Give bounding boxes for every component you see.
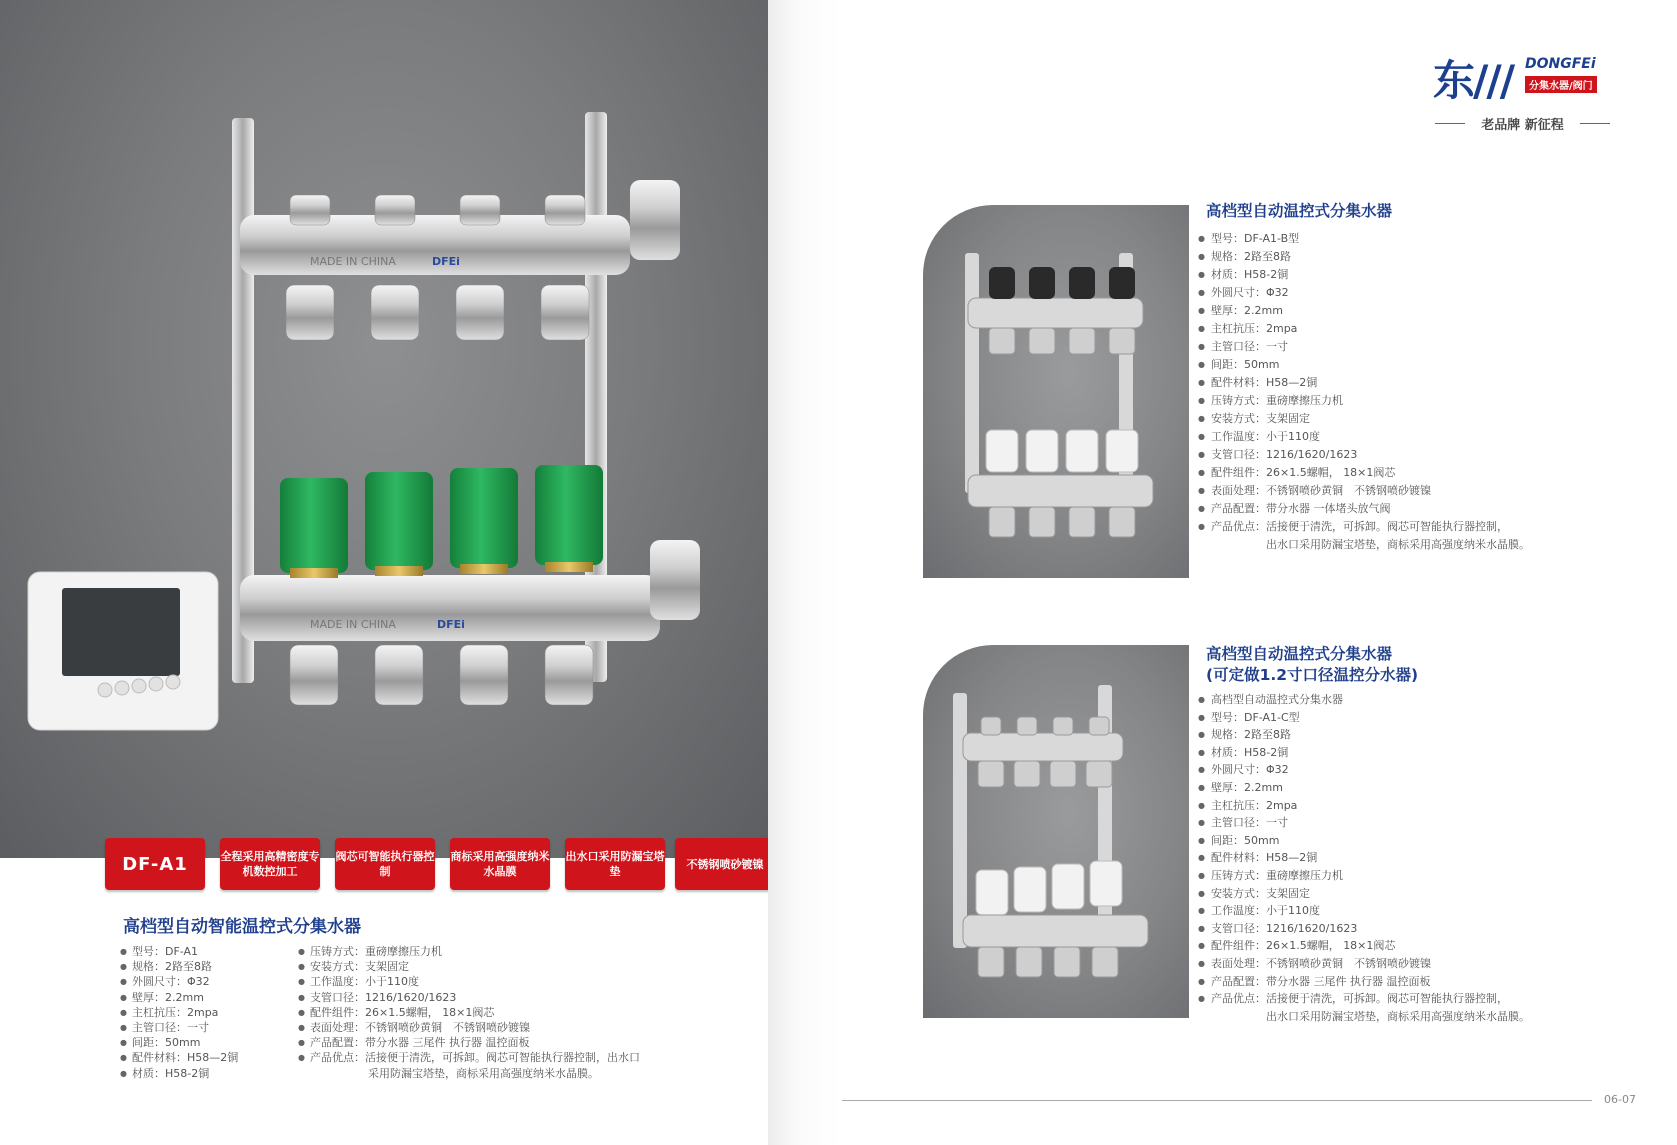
spec-item: ● 产品配置：带分水器 三尾件 执行器 温控面板 <box>298 1035 640 1050</box>
spec-item: ● 压铸方式：重磅摩擦压力机 <box>298 944 640 959</box>
spec-item: ● 规格：2路至8路 <box>1198 248 1530 266</box>
spec-item: ● 配件材料：H58—2铜 <box>1198 849 1530 867</box>
spec-item: ● 型号：DF-A1 <box>120 944 238 959</box>
spec-list-left-col1 <box>120 944 238 1081</box>
engraving-bottom: MADE IN CHINA <box>310 618 396 631</box>
spec-item: ● 主管口径：一寸 <box>1198 338 1530 356</box>
product2-spec-list <box>1198 691 1530 1025</box>
spec-list-left-col2 <box>298 944 640 1081</box>
spec-item: ● 间距：50mm <box>120 1035 238 1050</box>
spec-item: ● 高档型自动温控式分集水器 <box>1198 691 1530 709</box>
spec-item: ● 壁厚：2.2mm <box>1198 302 1530 320</box>
spec-item: ● 主杠抗压：2mpa <box>1198 320 1530 338</box>
product2-illustration <box>923 645 1189 1018</box>
spec-item: ● 工作温度：小于110度 <box>1198 902 1530 920</box>
logo-cn: 东/// <box>1433 56 1514 105</box>
spec-item-continuation: 采用防漏宝塔垫，商标采用高强度纳米水晶膜。 <box>368 1066 599 1080</box>
spec-item: ● 主管口径：一寸 <box>1198 814 1530 832</box>
spec-item: ● 压铸方式：重磅摩擦压力机 <box>1198 867 1530 885</box>
spec-item: ● 安装方式：支架固定 <box>1198 885 1530 903</box>
spec-item: ● 材质：H58-2铜 <box>1198 266 1530 284</box>
spec-item: ● 壁厚：2.2mm <box>1198 779 1530 797</box>
badge-leakproof: 出水口采用防漏宝塔垫 <box>565 838 665 890</box>
product2-photo <box>923 645 1189 1018</box>
spec-item: ● 主杠抗压：2mpa <box>120 1005 238 1020</box>
spec-item: ● 外圆尺寸：Φ32 <box>1198 284 1530 302</box>
spec-item: ● 外圆尺寸：Φ32 <box>1198 761 1530 779</box>
spec-item: ● 材质：H58-2铜 <box>1198 744 1530 762</box>
actuators <box>280 465 603 578</box>
logo-en: DONGFEi <box>1525 56 1596 72</box>
main-product-photo <box>0 0 768 858</box>
slogan: 老品牌 新征程 <box>1435 114 1610 133</box>
brand-mark-top: DFEi <box>432 255 460 268</box>
spec-item: ● 壁厚：2.2mm <box>120 990 238 1005</box>
feature-badges <box>95 838 775 898</box>
product2-title-line2: (可定做1.2寸口径温控分水器) <box>1206 666 1419 684</box>
spec-item: ● 配件材料：H58—2铜 <box>1198 374 1530 392</box>
spec-item-continuation: 出水口采用防漏宝塔垫，商标采用高强度纳米水晶膜。 <box>1266 538 1530 551</box>
spec-item: ● 产品配置：带分水器 一体堵头放气阀 <box>1198 500 1530 518</box>
spec-item: ● 产品优点：活接便于清洗，可拆卸。阀芯可智能执行器控制， <box>1198 990 1530 1008</box>
spec-item: ● 主杠抗压：2mpa <box>1198 797 1530 815</box>
spec-item: ● 表面处理：不锈钢喷砂黄铜 不锈钢喷砂镀镍 <box>1198 482 1530 500</box>
badge-model: DF-A1 <box>105 838 205 890</box>
spec-item: ● 产品配置：带分水器 三尾件 执行器 温控面板 <box>1198 973 1530 991</box>
spec-item: ● 压铸方式：重磅摩擦压力机 <box>1198 392 1530 410</box>
spec-item: ● 表面处理：不锈钢喷砂黄铜 不锈钢喷砂镀镍 <box>298 1020 640 1035</box>
spec-item: ● 配件组件：26×1.5螺帽， 18×1阀芯 <box>1198 937 1530 955</box>
product2-title <box>1206 644 1418 686</box>
spec-item: ● 间距：50mm <box>1198 832 1530 850</box>
engraving-top: MADE IN CHINA <box>310 255 396 268</box>
product1-photo <box>923 205 1189 578</box>
footer-rule <box>842 1100 1592 1101</box>
spec-item: ● 主管口径：一寸 <box>120 1020 238 1035</box>
brand-logo <box>1433 48 1613 108</box>
spec-item: ● 规格：2路至8路 <box>1198 726 1530 744</box>
spec-item: ● 表面处理：不锈钢喷砂黄铜 不锈钢喷砂镀镍 <box>1198 955 1530 973</box>
badge-cnc: 全程采用高精密度专机数控加工 <box>220 838 320 890</box>
spec-item: ● 安装方式：支架固定 <box>1198 410 1530 428</box>
product-title-left: 高档型自动智能温控式分集水器 <box>123 917 361 937</box>
logo-sub: 分集水器/阀门 <box>1525 76 1597 93</box>
spec-item: ● 型号：DF-A1-C型 <box>1198 709 1530 727</box>
left-page <box>0 0 768 1145</box>
spec-item: ● 安装方式：支架固定 <box>298 959 640 974</box>
spec-item: ● 产品优点：活接便于清洗，可拆卸。阀芯可智能执行器控制，出水口 <box>298 1050 640 1065</box>
spec-item: ● 工作温度：小于110度 <box>1198 428 1530 446</box>
spec-item: ● 型号：DF-A1-B型 <box>1198 230 1530 248</box>
brand-mark-bottom: DFEi <box>437 618 465 631</box>
product1-title: 高档型自动温控式分集水器 <box>1206 202 1393 220</box>
spec-item: ● 工作温度：小于110度 <box>298 974 640 989</box>
spec-item: ● 配件组件：26×1.5螺帽， 18×1阀芯 <box>298 1005 640 1020</box>
badge-actuator: 阀芯可智能执行器控制 <box>335 838 435 890</box>
product1-spec-list <box>1198 230 1530 554</box>
spec-item: ● 产品优点：活接便于清洗，可拆卸。阀芯可智能执行器控制， <box>1198 518 1530 536</box>
spec-item: ● 材质：H58-2铜 <box>120 1066 238 1081</box>
spec-item: ● 规格：2路至8路 <box>120 959 238 974</box>
badge-nickel: 不锈钢喷砂镀镍 <box>675 838 775 890</box>
page-gutter <box>768 0 840 1145</box>
product1-illustration <box>923 205 1189 578</box>
spec-item: ● 配件组件：26×1.5螺帽， 18×1阀芯 <box>1198 464 1530 482</box>
spec-item: ● 间距：50mm <box>1198 356 1530 374</box>
page-number: 06-07 <box>1604 1093 1636 1106</box>
spec-item: ● 外圆尺寸：Φ32 <box>120 974 238 989</box>
badge-nano-label: 商标采用高强度纳米水晶膜 <box>450 838 550 890</box>
manifold-illustration <box>0 0 768 858</box>
spec-item: ● 支管口径：1216/1620/1623 <box>1198 920 1530 938</box>
thermostat-panel <box>28 572 218 730</box>
spec-item: ● 支管口径：1216/1620/1623 <box>298 990 640 1005</box>
spec-item-continuation: 出水口采用防漏宝塔垫，商标采用高强度纳米水晶膜。 <box>1266 1009 1530 1023</box>
product2-title-line1: 高档型自动温控式分集水器 <box>1206 645 1393 663</box>
spec-item: ● 配件材料：H58—2铜 <box>120 1050 238 1065</box>
spec-item: ● 支管口径：1216/1620/1623 <box>1198 446 1530 464</box>
